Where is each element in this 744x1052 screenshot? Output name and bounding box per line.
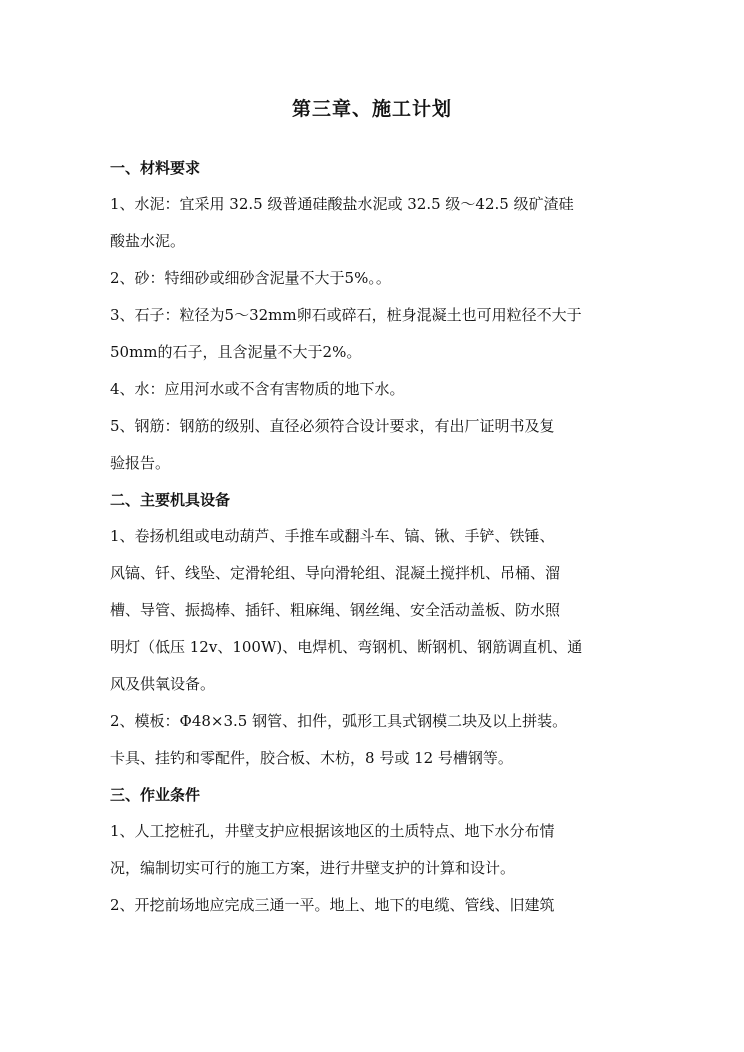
section-heading-equipment: 二、主要机具设备 (110, 491, 231, 509)
chapter-title: 第三章、施工计划 (291, 98, 452, 120)
section-heading-conditions: 三、作业条件 (110, 786, 201, 804)
text-line: 槽、导管、振捣棒、插钎、粗麻绳、钢丝绳、安全活动盖板、防水照 (110, 601, 561, 619)
text-line: 1、卷扬机组或电动葫芦、手推车或翻斗车、镐、锹、手铲、铁锤、 (110, 527, 555, 545)
materials-item-rebar (110, 408, 640, 482)
text-line: 卡具、挂钓和零配件，胶合板、木枋，8 号或 12 号槽钢等。 (110, 749, 513, 767)
text-line: 风及供氧设备。 (110, 675, 216, 693)
materials-item-sand (110, 260, 640, 297)
text-line: 酸盐水泥。 (110, 232, 186, 250)
text-line: 4、水：应用河水或不含有害物质的地下水。 (110, 380, 405, 398)
text-line: 3、石子：粒径为5～32mm卵石或碎石，桩身混凝土也可用粒径不大于 (110, 306, 582, 324)
text-line: 明灯（低压 12v、100W)、电焊机、弯钢机、断钢机、钢筋调直机、通 (110, 638, 583, 656)
materials-item-cement (110, 186, 640, 260)
conditions-item-support (110, 813, 640, 887)
text-line: 风镐、钎、线坠、定滑轮组、导向滑轮组、混凝土搅拌机、吊桶、溜 (110, 564, 561, 582)
materials-item-stone (110, 297, 640, 371)
text-line: 5、钢筋：钢筋的级别、直径必须符合设计要求，有出厂证明书及复 (110, 417, 555, 435)
text-line: 1、人工挖桩孔，井壁支护应根据该地区的土质特点、地下水分布情 (110, 822, 555, 840)
equipment-item-machinery (110, 518, 640, 703)
text-line: 验报告。 (110, 454, 171, 472)
text-line: 1、水泥：宜采用 32.5 级普通硅酸盐水泥或 32.5 级～42.5 级矿渣硅 (110, 195, 574, 213)
materials-item-water (110, 371, 640, 408)
text-line: 50mm的石子，且含泥量不大于2%。 (110, 343, 362, 361)
document-body (110, 150, 640, 924)
section-heading-materials: 一、材料要求 (110, 159, 201, 177)
text-line: 2、模板：Φ48×3.5 钢管、扣件，弧形工具式钢模二块及以上拼装。 (110, 712, 568, 730)
text-line: 况，编制切实可行的施工方案，进行井壁支护的计算和设计。 (110, 859, 516, 877)
equipment-item-formwork (110, 703, 640, 777)
conditions-item-site (110, 887, 640, 924)
text-line: 2、砂：特细砂或细砂含泥量不大于5%。。 (110, 269, 391, 287)
text-line: 2、开挖前场地应完成三通一平。地上、地下的电缆、管线、旧建筑 (110, 896, 555, 914)
